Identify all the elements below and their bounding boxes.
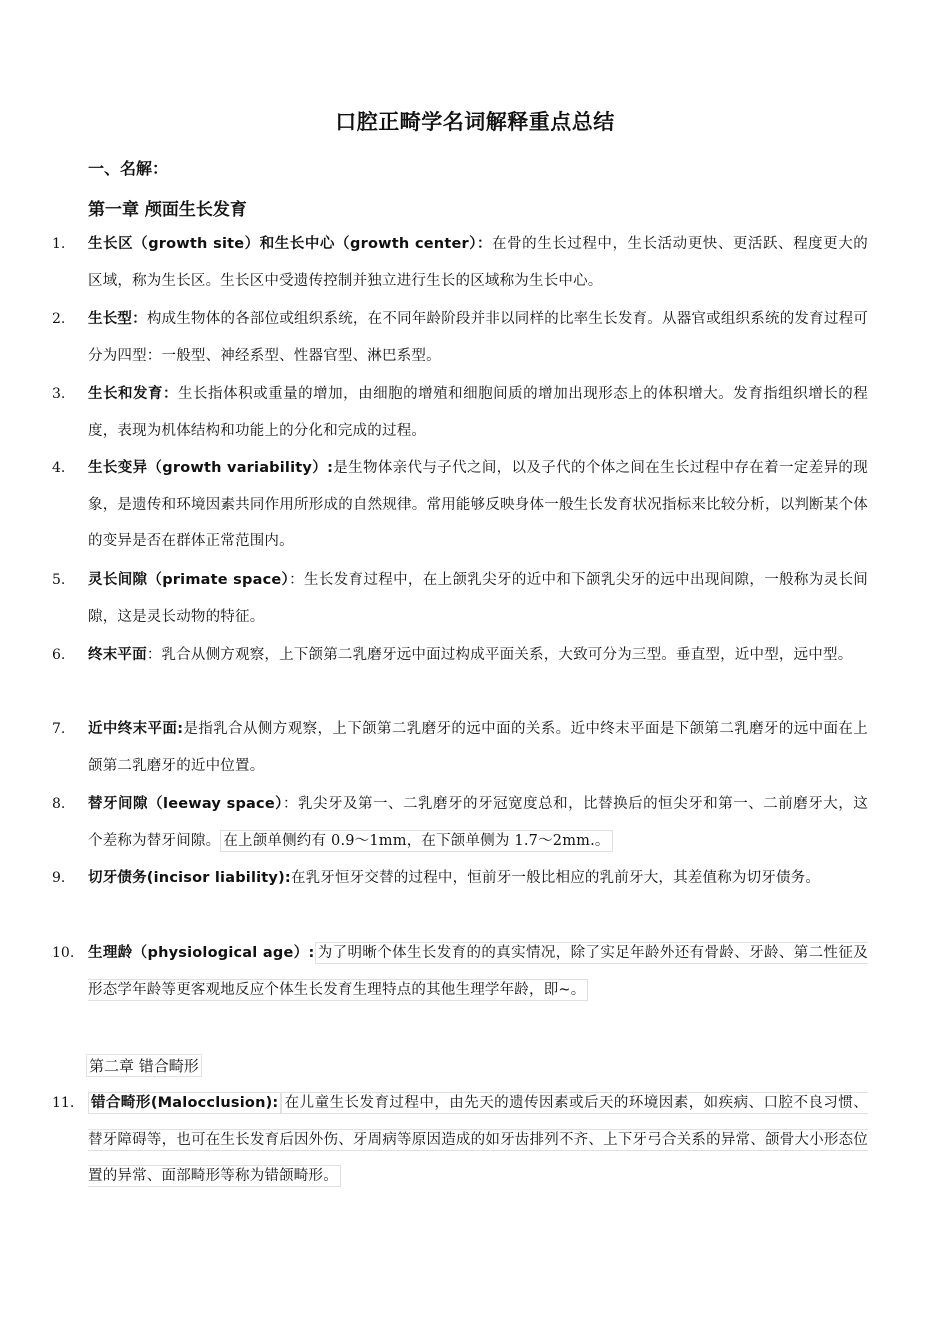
entry-text: 生长指体积或重量的增加，由细胞的增殖和细胞间质的增加出现形态上的体积增大。发育指组织增长的程度，表现为机体结构和功能上的分化和完成的过程。 — [88, 386, 869, 439]
entry-term: 替牙间隙（leeway space） — [88, 796, 283, 812]
entry-number: 7. — [52, 721, 66, 737]
entry-body — [88, 562, 868, 635]
entry-number: 5. — [52, 572, 66, 588]
entry-term: 近中终末平面: — [88, 721, 184, 737]
entry-text: ：乳合从侧方观察，上下颌第二乳磨牙远中面过构成平面关系，大致可分为三型。垂直型，近中型，远中型。 — [146, 647, 853, 663]
entry-number: 10. — [52, 945, 75, 961]
entry-body — [88, 637, 868, 674]
entry-body — [88, 786, 868, 859]
entry-body — [88, 935, 868, 1008]
entry-note: 在上颌单侧约有 0.9～1mm，在下颌单侧为 1.7～2mm.。 — [220, 830, 612, 852]
entry-term: 生长区（growth site）和生长中心（growth center）： — [88, 236, 493, 252]
entry-term: 终末平面 — [88, 647, 147, 663]
entry-term: 生长型： — [88, 311, 147, 327]
entry-body — [88, 711, 868, 784]
entry-term: 切牙债务(incisor liability): — [88, 870, 291, 886]
entry-number: 3. — [52, 386, 66, 402]
entry-number: 6. — [52, 647, 66, 663]
entry-body — [88, 450, 868, 560]
entry-term: 生长变异（growth variability）: — [88, 460, 334, 476]
entry-text: ：生长发育过程中，在上颌乳尖牙的近中和下颌乳尖牙的远中出现间隙，一般称为灵长间隙，这是灵长动物的特征。 — [88, 572, 869, 625]
entry-text: 在骨的生长过程中，生长活动更快、更活跃、程度更大的区域，称为生长区。生长区中受遗传控制并独立进行生长的区域称为生长中心。 — [88, 236, 868, 289]
entry-text: 在儿童生长发育过程中，由先天的遗传因素或后天的环境因素，如疾病、口腔不良习惯、替牙障碍等，也可在生长发育后因外伤、牙周病等原因造成的如牙齿排列不齐、上下牙弓合关系的异常、颌骨大小形态位置的异常、面部畸形等称为错颌畸形。 — [88, 1092, 868, 1187]
entry-text: 在乳牙恒牙交替的过程中，恒前牙一般比相应的乳前牙大，其差值称为切牙债务。 — [290, 870, 821, 886]
entry-body — [88, 301, 868, 374]
entry-body — [88, 226, 868, 299]
chapter-heading-1: 第一章 颅面生长发育 — [88, 200, 247, 220]
chapter-heading-2: 第二章 错合畸形 — [86, 1054, 202, 1077]
entry-text: ：乳尖牙及第一、二乳磨牙的牙冠宽度总和，比替换后的恒尖牙和第一、二前磨牙大，这个差称为替牙间隙。 — [88, 796, 869, 849]
entry-number: 9. — [52, 870, 66, 886]
entry-text: 为了明晰个体生长发育的的真实情况，除了实足年龄外还有骨龄、牙龄、第二性征及形态学年龄等更客观地反应个体生长发育生理特点的其他生理学年龄，即~。 — [88, 942, 868, 1001]
entry-body — [88, 376, 868, 449]
page-title: 口腔正畸学名词解释重点总结 — [335, 110, 615, 134]
entry-number: 11. — [52, 1095, 75, 1111]
entry-number: 1. — [52, 236, 66, 252]
entry-number: 2. — [52, 311, 66, 327]
entry-text: 构成生物体的各部位或组织系统，在不同年龄阶段并非以同样的比率生长发育。从器官或组织系统的发育过程可分为四型：一般型、神经系型、性器官型、淋巴系型。 — [88, 311, 868, 364]
entry-number: 4. — [52, 460, 66, 476]
entry-term: 生长和发育： — [88, 386, 179, 402]
entry-term: 错合畸形(Malocclusion): — [88, 1092, 281, 1114]
entry-term: 生理龄（physiological age）: — [88, 945, 315, 961]
section-heading: 一、名解： — [88, 159, 169, 178]
entry-term: 灵长间隙（primate space） — [88, 572, 290, 588]
entry-body — [88, 1085, 868, 1195]
entry-text: 是指乳合从侧方观察，上下颌第二乳磨牙的远中面的关系。近中终末平面是下颌第二乳磨牙的远中面在上颌第二乳磨牙的近中位置。 — [88, 721, 868, 774]
entry-body — [88, 860, 868, 897]
entry-text: 是生物体亲代与子代之间，以及子代的个体之间在生长过程中存在着一定差异的现象，是遗传和环境因素共同作用所形成的自然规律。常用能够反映身体一般生长发育状况指标来比较分析，以判断某个体的变异是否在群体正常范围内。 — [88, 460, 868, 549]
entry-number: 8. — [52, 796, 66, 812]
